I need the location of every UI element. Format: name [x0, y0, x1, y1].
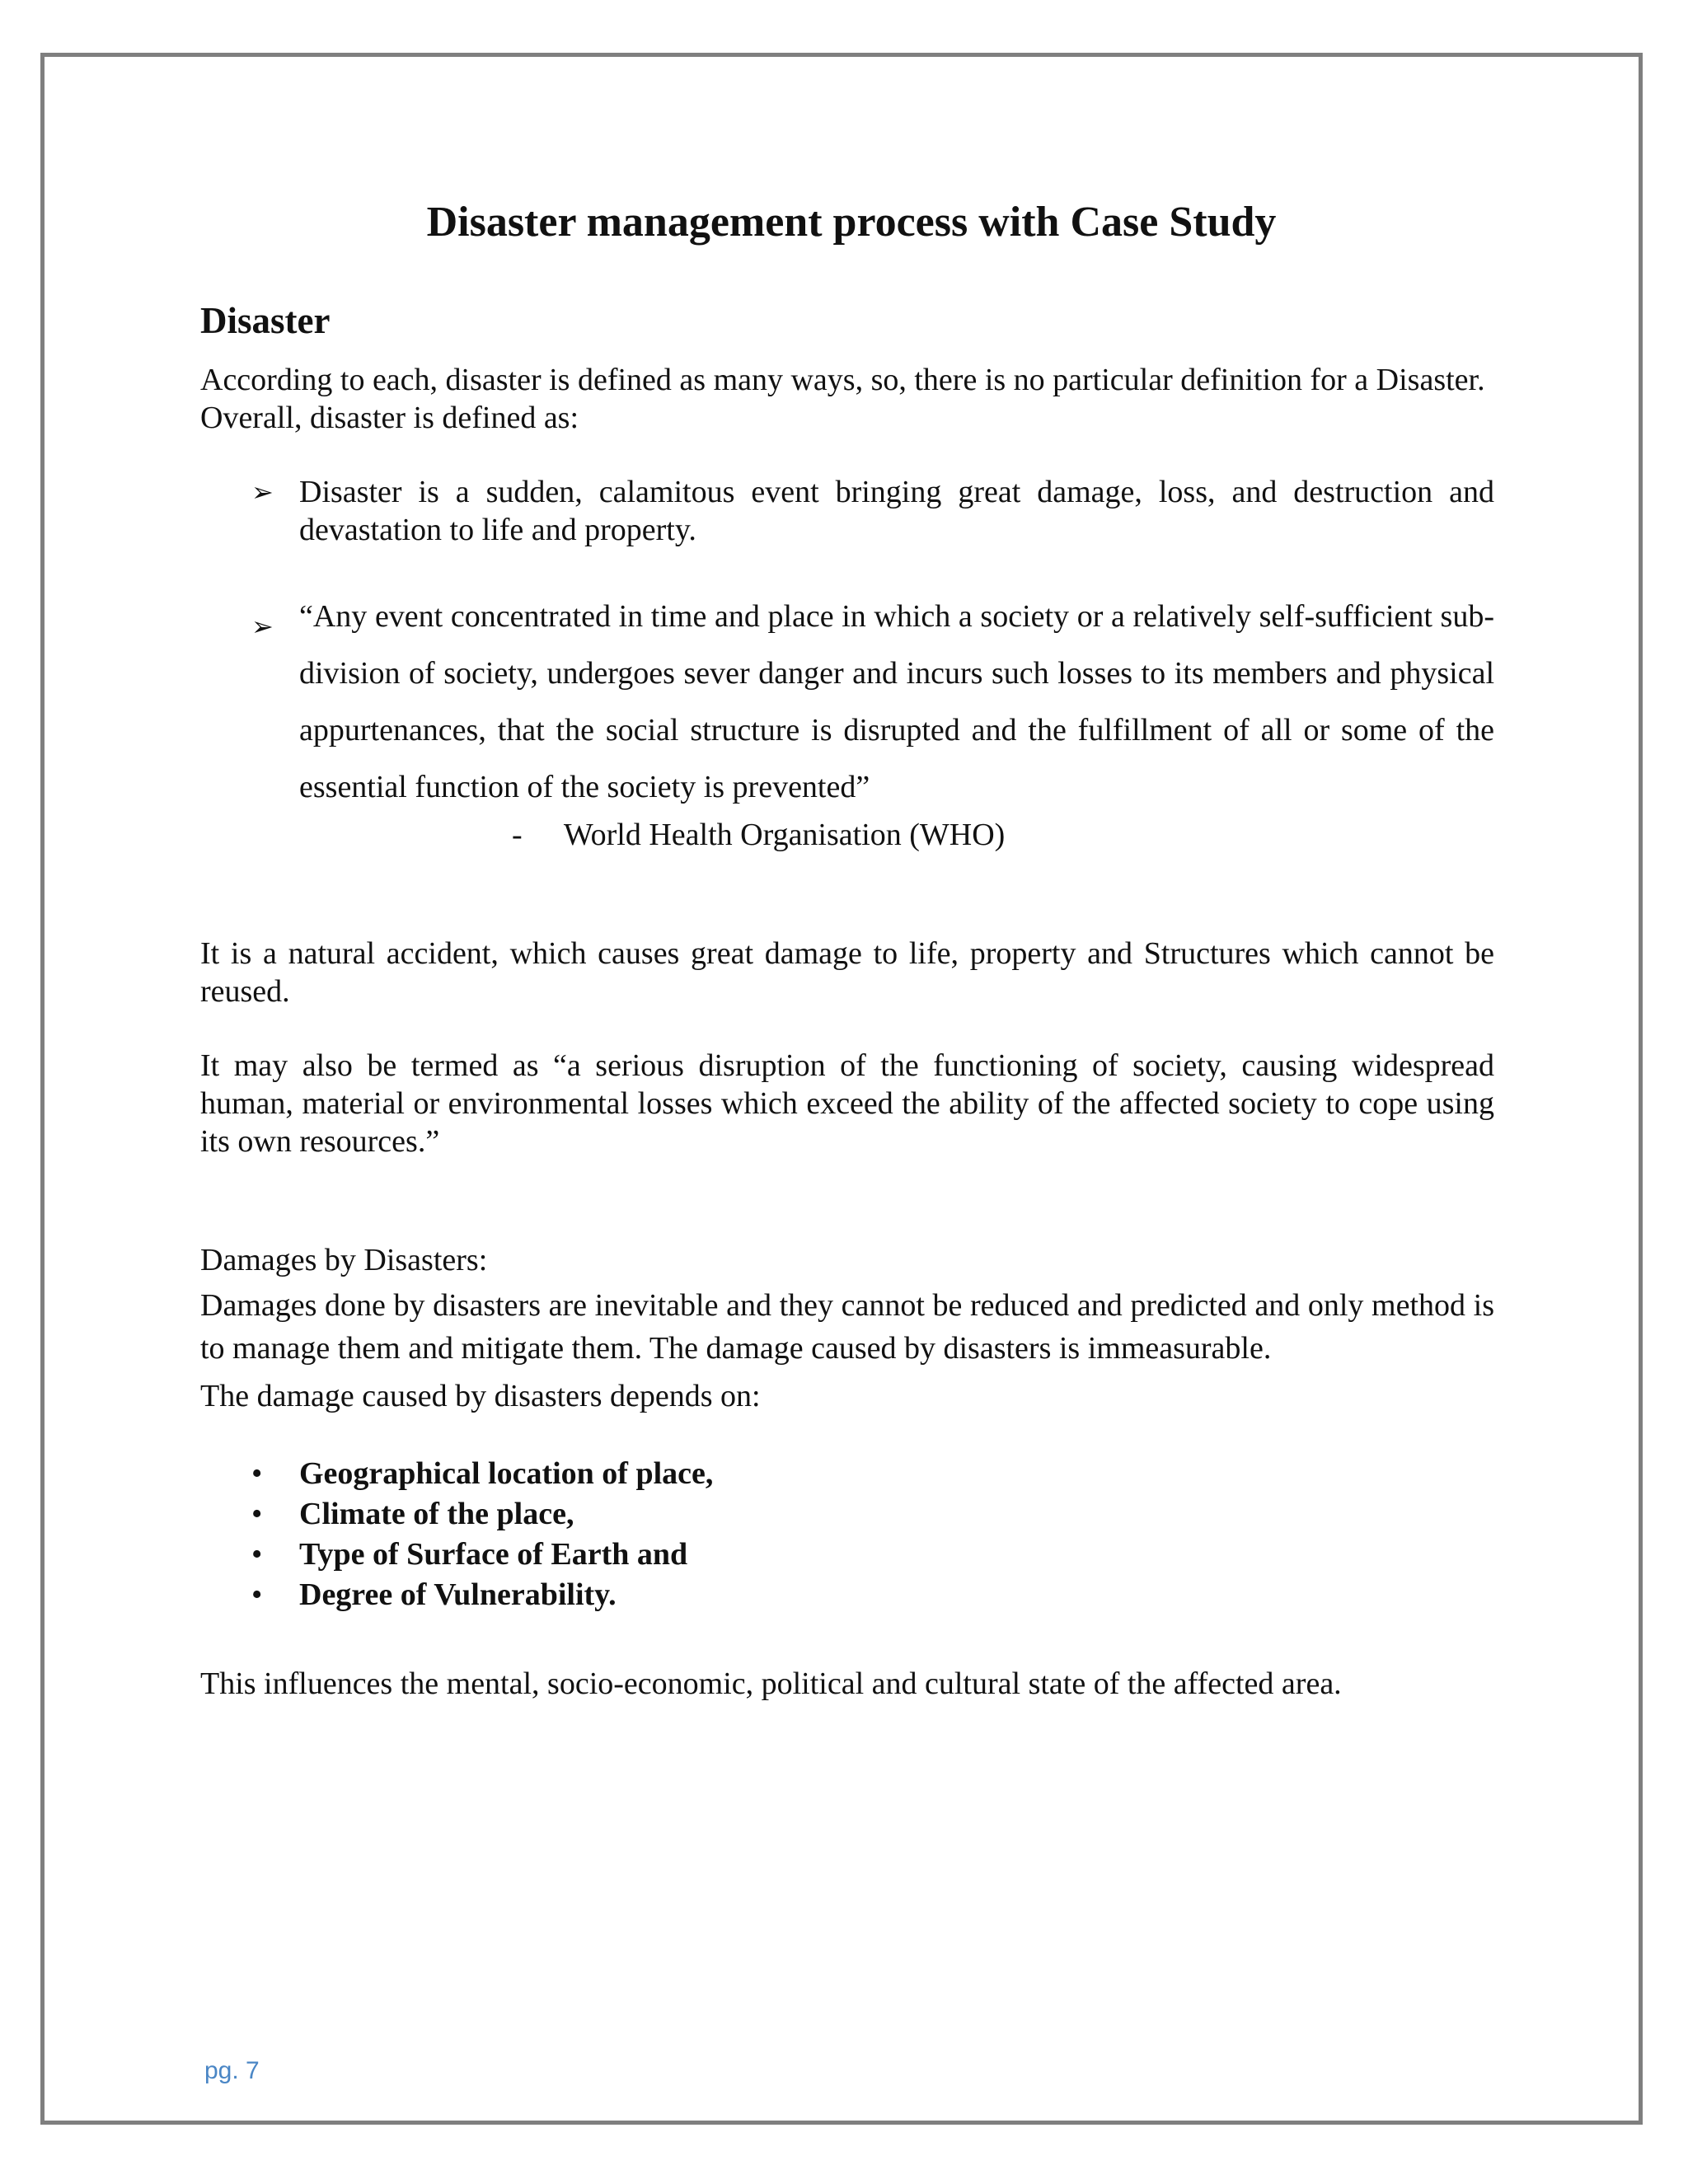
document-body — [200, 198, 1494, 1703]
document-title: Disaster management process with Case Study — [426, 199, 1277, 246]
factor-text: Geographical location of place, — [299, 1456, 714, 1491]
factor-text: Climate of the place, — [299, 1497, 574, 1531]
attribution-dash: - — [512, 818, 523, 852]
influence-line: This influences the mental, socio-economic, political and cultural state of the affected area. — [200, 1666, 1342, 1701]
arrowhead-bullet-icon: ➢ — [251, 611, 274, 642]
factor-text: Degree of Vulnerability. — [299, 1577, 617, 1612]
list-item — [200, 1575, 1494, 1615]
factor-text: Type of Surface of Earth and — [299, 1537, 688, 1572]
disruption-paragraph: It may also be termed as “a serious disruption of the functioning of society, causing widespread human, material or environmental losses which exceed the ability of the affected society to cope using its own resources.” — [200, 1048, 1494, 1159]
round-bullet-icon: • — [251, 1456, 263, 1491]
definition-text: Disaster is a sudden, calamitous event bringing great damage, loss, and destruction and devastation to life and property. — [299, 475, 1494, 547]
round-bullet-icon: • — [251, 1577, 263, 1612]
depends-line: The damage caused by disasters depends on: — [200, 1379, 761, 1413]
page-number: pg. 7 — [204, 2057, 260, 2084]
damages-paragraph: Damages done by disasters are inevitable and they cannot be reduced and predicted and only method is to manage them and mitigate them. The damage caused by disasters is immeasurable. — [200, 1288, 1494, 1366]
who-quote-text: “Any event concentrated in time and place in which a society or a relatively self-sufficient sub-division of society, undergoes sever danger and incurs such losses to its members and physical appurtenances, that the social structure is disrupted and the fulfillment of all or some of the essential function of the society is prevented” — [299, 599, 1494, 804]
section-heading: Disaster — [200, 300, 331, 341]
who-quote-item — [200, 588, 1494, 816]
definition-item — [200, 473, 1494, 549]
list-item — [200, 1454, 1494, 1494]
damage-factor-list — [200, 1454, 1494, 1615]
round-bullet-icon: • — [251, 1537, 263, 1572]
list-item — [200, 1494, 1494, 1535]
attribution-text: World Health Organisation (WHO) — [563, 818, 1006, 852]
intro-overall-line: Overall, disaster is defined as: — [200, 401, 579, 435]
round-bullet-icon: • — [251, 1497, 263, 1531]
list-item — [200, 1535, 1494, 1575]
damages-heading: Damages by Disasters: — [200, 1243, 488, 1277]
natural-accident-paragraph: It is a natural accident, which causes great damage to life, property and Structures which cannot be reused. — [200, 936, 1494, 1009]
intro-paragraph: According to each, disaster is defined as many ways, so, there is no particular definition for a Disaster. — [200, 363, 1485, 397]
quote-attribution — [200, 816, 1494, 854]
arrowhead-bullet-icon: ➢ — [251, 476, 274, 508]
